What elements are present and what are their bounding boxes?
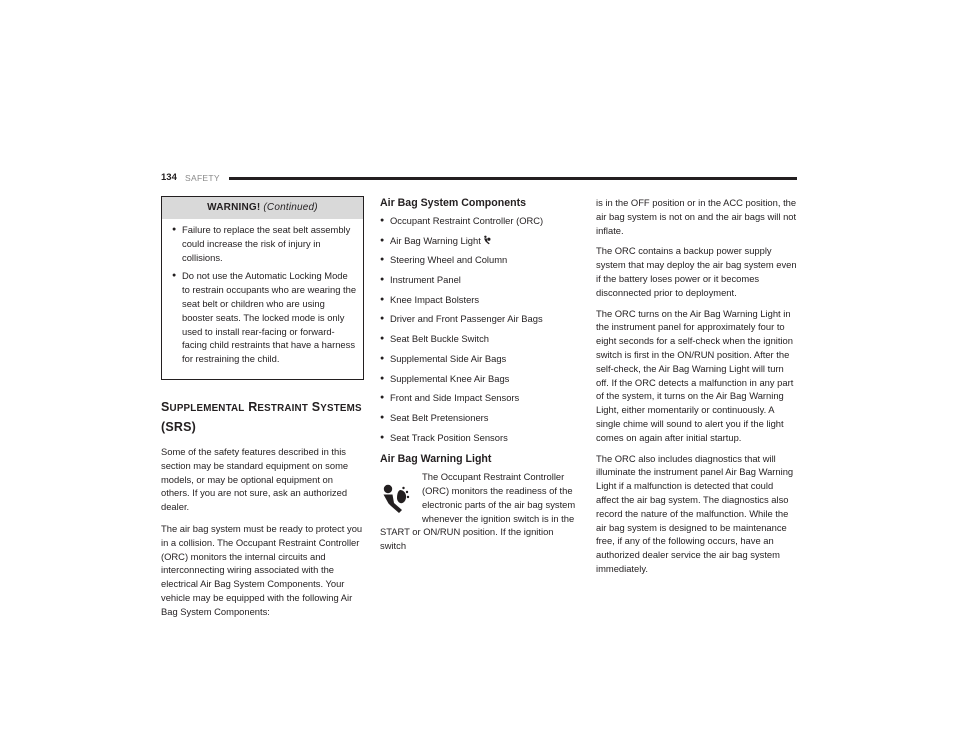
paragraph: The ORC contains a backup power supply system that may deploy the air bag system even if the battery loses power or it becomes disconnected prior to deployment.	[596, 245, 797, 298]
page-number: 134	[161, 172, 177, 183]
warning-light-text-tail: START or ON/RUN position. If the ignition switch	[380, 526, 554, 552]
list-item: ● Steering Wheel and Column	[380, 253, 578, 273]
list-item: ● Supplemental Side Air Bags	[380, 352, 578, 372]
srs-paragraph-2: The air bag system must be ready to protect you in a collision. The Occupant Restraint Controller (ORC) monitors the internal circuits and interconnecting wiring associated with the electrical Air Bag System Components. Your vehicle may be equipped with the following Air Bag System Components:	[161, 522, 363, 617]
warning-list	[162, 219, 363, 366]
srs-paragraph-1: Some of the safety features described in this section may be standard equipment on some models, or may be optional equipment on others. If you are not sure, ask an authorized dealer.	[161, 445, 349, 513]
list-item: ● Supplemental Knee Air Bags	[380, 372, 578, 392]
warning-header	[162, 197, 363, 219]
warning-item: ● Do not use the Automatic Locking Mode to restrain occupants who are wearing the seat belt or children who are using booster seats. The locked mode is only used to install rear-facing or forward-facing child restraints that have a harness for restraining the child.	[172, 269, 357, 366]
list-item: ● Air Bag Warning Light	[380, 234, 578, 254]
paragraph: The ORC turns on the Air Bag Warning Light in the instrument panel for approximately four to eight seconds for a self-check when the ignition switch is first in the ON/RUN position. After the self-check, the Air Bag Warning Light will turn off. If the ORC detects a malfunction in any part of the system, it turns on the Air Bag Warning Light, either momentarily or continuously. A single chime will sound to alert you if the light comes on again after initial startup.	[596, 307, 794, 443]
warning-box	[161, 196, 364, 380]
srs-heading: SUPPLEMENTAL RESTRAINT SYSTEMS (SRS)	[161, 399, 362, 434]
warning-light-heading: Air Bag Warning Light	[380, 453, 492, 466]
airbag-warning-icon	[483, 235, 491, 245]
airbag-warning-icon	[380, 484, 410, 514]
list-item: ● Driver and Front Passenger Air Bags	[380, 312, 578, 332]
warning-continued: (Continued)	[263, 202, 318, 213]
paragraph: The ORC also includes diagnostics that will illuminate the instrument panel Air Bag Warning Light if a malfunction is detected that could affect the air bag system. The diagnostics also record the nature of the malfunction. While the air bag system is designed to be maintenance free, if any of the following occurs, have an authorized dealer service the air bag system immediately.	[596, 452, 794, 574]
warning-item: ● Failure to replace the seat belt assembly could increase the risk of injury in collisions.	[172, 223, 357, 264]
list-item: ● Seat Track Position Sensors	[380, 431, 578, 451]
list-item: ● Knee Impact Bolsters	[380, 293, 578, 313]
srs-heading-line2: (SRS)	[161, 419, 197, 434]
list-item: ● Seat Belt Pretensioners	[380, 411, 578, 431]
warning-title: WARNING!	[207, 202, 261, 213]
header-rule	[229, 177, 797, 180]
column-right	[596, 196, 798, 583]
section-label: SAFETY	[185, 173, 220, 183]
warning-light-text: The Occupant Restraint Controller (ORC) monitors the readiness of the electronic parts of the air bag system whenever the ignition switch is in the	[422, 471, 576, 524]
list-item: ● Front and Side Impact Sensors	[380, 391, 578, 411]
list-item: ● Instrument Panel	[380, 273, 578, 293]
components-heading: Air Bag System Components	[380, 197, 526, 209]
warning-light-section	[380, 470, 578, 553]
components-list	[380, 214, 578, 450]
paragraph: is in the OFF position or in the ACC position, the air bag system is not on and the air bags will not inflate.	[596, 197, 797, 236]
list-item: ● Occupant Restraint Controller (ORC)	[380, 214, 578, 234]
list-item: ● Seat Belt Buckle Switch	[380, 332, 578, 352]
page-header	[161, 172, 797, 186]
column-left	[161, 196, 364, 619]
column-middle	[380, 196, 578, 553]
